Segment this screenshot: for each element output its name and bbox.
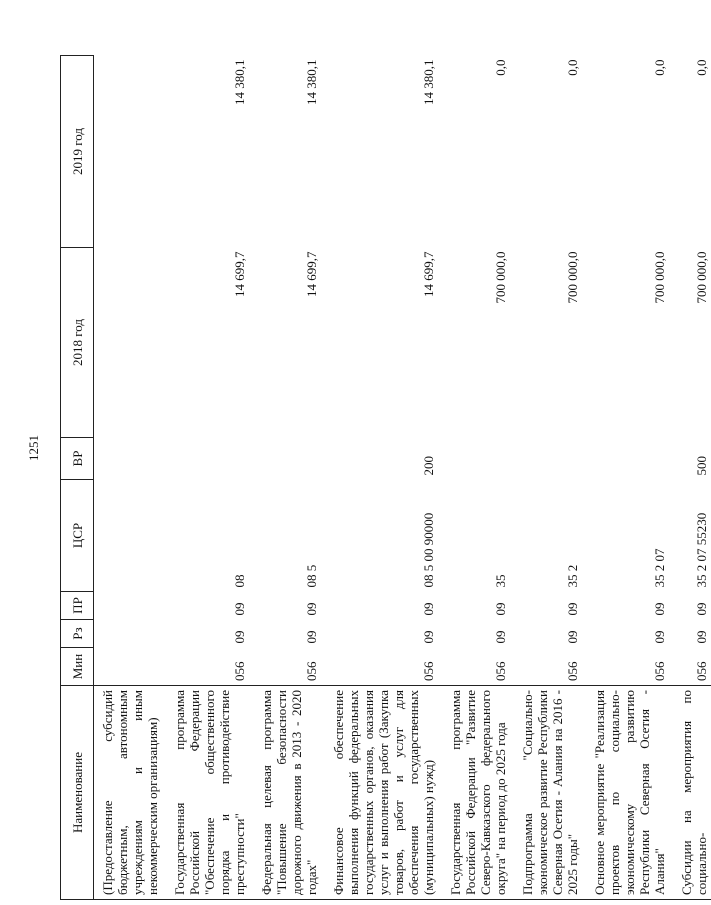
row-csr: 08 bbox=[232, 574, 247, 588]
row-vr bbox=[253, 438, 325, 480]
header-name: Наименование bbox=[61, 686, 94, 900]
table-row bbox=[166, 56, 253, 900]
row-vr bbox=[514, 438, 586, 480]
budget-table-container bbox=[60, 56, 709, 900]
row-2019: 14 380,1 bbox=[232, 59, 247, 105]
table-row bbox=[442, 56, 514, 900]
row-rz: 09 bbox=[493, 630, 508, 644]
row-2018: 700 000,0 bbox=[652, 251, 667, 304]
row-rz: 09 bbox=[652, 630, 667, 644]
row-pr: 09 bbox=[304, 602, 319, 616]
header-rz: Рз bbox=[61, 620, 94, 648]
header-pr: ПР bbox=[61, 592, 94, 620]
row-rz: 09 bbox=[694, 630, 709, 644]
table-header-row bbox=[61, 56, 94, 900]
row-2018 bbox=[94, 248, 167, 438]
row-2018: 14 699,7 bbox=[304, 251, 319, 297]
row-csr: 35 2 07 55230 bbox=[694, 512, 709, 588]
row-min: 056 bbox=[493, 661, 508, 681]
row-2018: 700 000,0 bbox=[493, 251, 508, 304]
row-pr: 09 bbox=[652, 602, 667, 616]
row-min: 056 bbox=[421, 661, 436, 681]
row-name: Государственная программа Российской Федерации "Развитие Северо-Кавказского федерального округа" на период до 2025 года bbox=[442, 686, 514, 900]
row-name: Финансовое обеспечение выполнения функций федеральных государственных органов, оказания услуг и выполнения работ (Закупка товаров, работ и услуг для обеспечения государственных (муниципальных) нужд) bbox=[325, 686, 442, 900]
budget-table bbox=[60, 55, 711, 900]
row-csr: 08 5 bbox=[304, 564, 319, 588]
table-row bbox=[325, 56, 442, 900]
row-vr: 200 bbox=[421, 456, 436, 476]
page-number: 1251 bbox=[26, 435, 41, 461]
row-name: Государственная программа Российской Федерации "Обеспечение общественного порядка и противодействие преступности" bbox=[166, 686, 253, 900]
header-csr: ЦСР bbox=[61, 480, 94, 592]
row-pr bbox=[94, 592, 167, 620]
header-2018: 2018 год bbox=[61, 248, 94, 438]
row-min: 056 bbox=[694, 661, 709, 681]
row-2019: 0,0 bbox=[694, 59, 709, 76]
row-vr bbox=[166, 438, 253, 480]
row-2018: 700 000,0 bbox=[565, 251, 580, 304]
row-2019 bbox=[94, 56, 167, 248]
row-csr bbox=[94, 480, 167, 592]
row-name: Субсидии на мероприятия по социально- bbox=[673, 686, 711, 900]
row-min bbox=[94, 648, 167, 686]
row-rz: 09 bbox=[232, 630, 247, 644]
row-pr: 09 bbox=[565, 602, 580, 616]
rotated-table-area bbox=[60, 56, 709, 900]
row-2019: 0,0 bbox=[493, 59, 508, 76]
table-row bbox=[514, 56, 586, 900]
row-rz: 09 bbox=[565, 630, 580, 644]
table-row bbox=[673, 56, 711, 900]
header-min: Мин bbox=[61, 648, 94, 686]
row-csr: 08 5 00 90000 bbox=[421, 512, 436, 588]
row-name: (Предоставление субсидий бюджетным, автономным учреждениям и иным некоммерческим организациям) bbox=[94, 686, 167, 900]
row-csr: 35 bbox=[493, 574, 508, 588]
row-2019: 0,0 bbox=[565, 59, 580, 76]
row-name: Федеральная целевая программа "Повышение безопасности дорожного движения в 2013 - 2020 годах" bbox=[253, 686, 325, 900]
row-min: 056 bbox=[565, 661, 580, 681]
row-vr bbox=[586, 438, 673, 480]
row-rz: 09 bbox=[421, 630, 436, 644]
row-pr: 09 bbox=[421, 602, 436, 616]
header-2019: 2019 год bbox=[61, 56, 94, 248]
table-row bbox=[253, 56, 325, 900]
row-2019: 0,0 bbox=[652, 59, 667, 76]
row-csr: 35 2 07 bbox=[652, 548, 667, 588]
row-rz bbox=[94, 620, 167, 648]
row-min: 056 bbox=[304, 661, 319, 681]
row-pr: 09 bbox=[232, 602, 247, 616]
row-rz: 09 bbox=[304, 630, 319, 644]
row-2018: 14 699,7 bbox=[232, 251, 247, 297]
row-2018: 14 699,7 bbox=[421, 251, 436, 297]
row-min: 056 bbox=[232, 661, 247, 681]
row-pr: 09 bbox=[694, 602, 709, 616]
row-vr: 500 bbox=[694, 456, 709, 476]
row-pr: 09 bbox=[493, 602, 508, 616]
table-row bbox=[94, 56, 167, 900]
row-2019: 14 380,1 bbox=[421, 59, 436, 105]
row-name: Подпрограмма "Социально-экономическое развитие Республики Северная Осетия - Алания на 2016 - 2025 годы" bbox=[514, 686, 586, 900]
table-row bbox=[586, 56, 673, 900]
row-vr bbox=[94, 438, 167, 480]
row-2019: 14 380,1 bbox=[304, 59, 319, 105]
row-csr: 35 2 bbox=[565, 564, 580, 588]
row-2018: 700 000,0 bbox=[694, 251, 709, 304]
header-vr: ВР bbox=[61, 438, 94, 480]
row-name: Основное мероприятие "Реализация проектов по социально-экономическому развитию Республики Северная Осетия - Алания" bbox=[586, 686, 673, 900]
row-min: 056 bbox=[652, 661, 667, 681]
row-vr bbox=[442, 438, 514, 480]
